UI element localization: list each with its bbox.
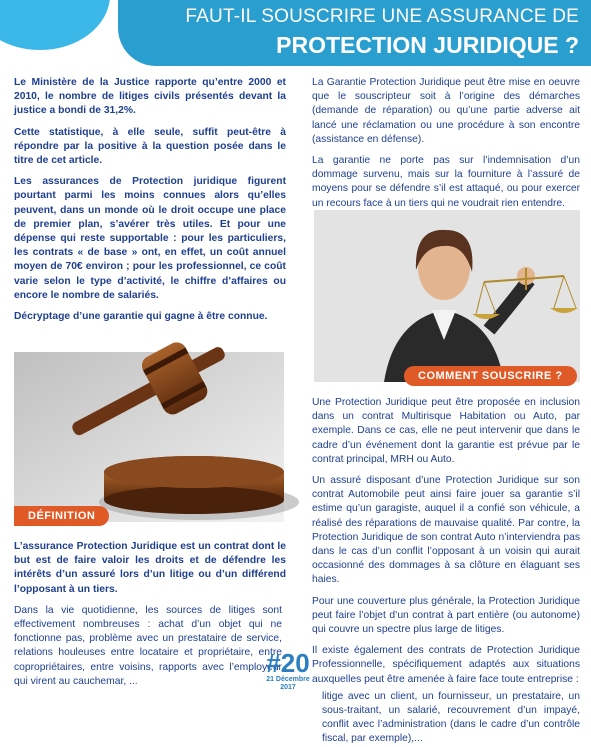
right-column-bottom [312, 396, 580, 747]
left-column-intro [14, 76, 286, 331]
issue-date-line-2: 2017 [280, 683, 296, 691]
header-banner [118, 0, 591, 66]
professional-litigation-list [312, 690, 580, 747]
definition-bold-text: L’assurance Protection Juridique est un contrat dont le but est de faire valoir les droits et de défendre les intérêts d’un assuré lors d’un litige ou d’un différend l’opposant à un tiers. [14, 541, 286, 595]
right-paragraph-1: La Garantie Protection Juridique peut être mise en oeuvre que le souscripteur soit à l’origine des démarches (demande de réparation) ou qu’une partie adverse ait lancé une réclamation ou une procédure à son encontre (assistance en défense). [312, 77, 580, 145]
left-column-definition [14, 540, 286, 696]
right-column-top [312, 76, 580, 218]
intro-paragraph-3: Les assurances de Protection juridique figurent pourtant parmi les moins connues alors qu’elles peuvent, dans un monde où le droit occupe une place de premier plan, s’avérer très utiles. Et pour une dépense qui reste supportable : pour les particuliers, les contrats « de base » ont, en effet, un coût annuel moyen de 70€ environ ; pour les professionnel, ce coût varie selon le type d’activité, le chiffre d’affaires ou encore le nombre de salariés. [14, 176, 286, 301]
intro-paragraph-4: Décryptage d’une garantie qui gagne à être connue. [14, 311, 268, 323]
gavel-photo [14, 352, 284, 522]
scales-photo [314, 210, 580, 382]
right-paragraph-3: Une Protection Juridique peut être proposée en inclusion dans un contrat Multirisque Habitation ou Auto, par exemple. Dans ce cas, elle ne peut intervenir que dans le cadre d’un événement dont la garantie est prévue par le contrat principal, MRH ou Auto. [312, 397, 580, 465]
issue-date-line-1: 21 Décembre [266, 676, 310, 683]
comment-souscrire-tag: COMMENT SOUSCRIRE ? [404, 366, 577, 386]
issue-badge [262, 650, 314, 691]
right-paragraph-2: La garantie ne porte pas sur l’indemnisation d’un dommage survenu, mais sur la fourniture à l’assuré de moyens pour se défendre s’il est attaqué, ou pour exercer un recours face à un tiers qui ne voudrait rien entendre. [312, 155, 580, 209]
list-item: litige avec un client, un fournisseur, un prestataire, un sous-traitant, un salarié, recouvrement d’un impayé, conflit avec l’administration (dans le cadre d’un contrôle fiscal, par exemple),... [322, 690, 580, 745]
issue-number: #20 [266, 648, 310, 678]
gavel-illustration [14, 352, 284, 522]
definition-body-text: Dans la vie quotidienne, les sources de litiges sont effectivement nombreuses : achat d’un objet qui ne fonctionne pas, problème avec un prestataire de service, relations houleuses entre locataire et propriétaire, entre copropriétaires, entre voisins, rapports avec l’employeur qui virent au cauchemar, ... [14, 604, 282, 687]
right-paragraph-6: Il existe également des contrats de Protection Juridique Professionnelle, spécifiquement adaptés aux situations auxquelles peut être amenée à faire face toute entreprise : [312, 645, 580, 685]
title-line-2: PROTECTION JURIDIQUE ? [276, 32, 579, 58]
right-paragraph-5: Pour une couverture plus générale, la Protection Juridique peut faire l’objet d’un contrat à part entière (ou autonome) qui couvre un spectre plus large de litiges. [312, 595, 580, 636]
intro-paragraph-2: Cette statistique, à elle seule, suffit peut-être à répondre par la positive à la question posée dans le titre de cet article. [14, 126, 286, 167]
title-line-1: FAUT-IL SOUSCRIRE UNE ASSURANCE DE [185, 6, 579, 27]
right-paragraph-4: Un assuré disposant d’une Protection Juridique sur son contrat Automobile peut ainsi faire jouer sa garantie s’il estime qu’un garagiste, auquel il a confié son véhicule, a réalisé des réparations de mauvaise qualité. Par contre, la Protection Juridique de son contrat Auto n’interviendra pas dans le cas d’un conflit l’opposant à un voisin qui aurait occasionné des dommages à sa clôture en élaguant ses haies. [312, 475, 580, 586]
definition-tag: DÉFINITION [14, 506, 109, 526]
header-decor-circle [0, 0, 110, 50]
intro-paragraph-1: Le Ministère de la Justice rapporte qu’entre 2000 et 2010, le nombre de litiges civils présentés devant la justice a bondi de 31,2%. [14, 77, 286, 117]
scales-illustration [314, 210, 580, 382]
